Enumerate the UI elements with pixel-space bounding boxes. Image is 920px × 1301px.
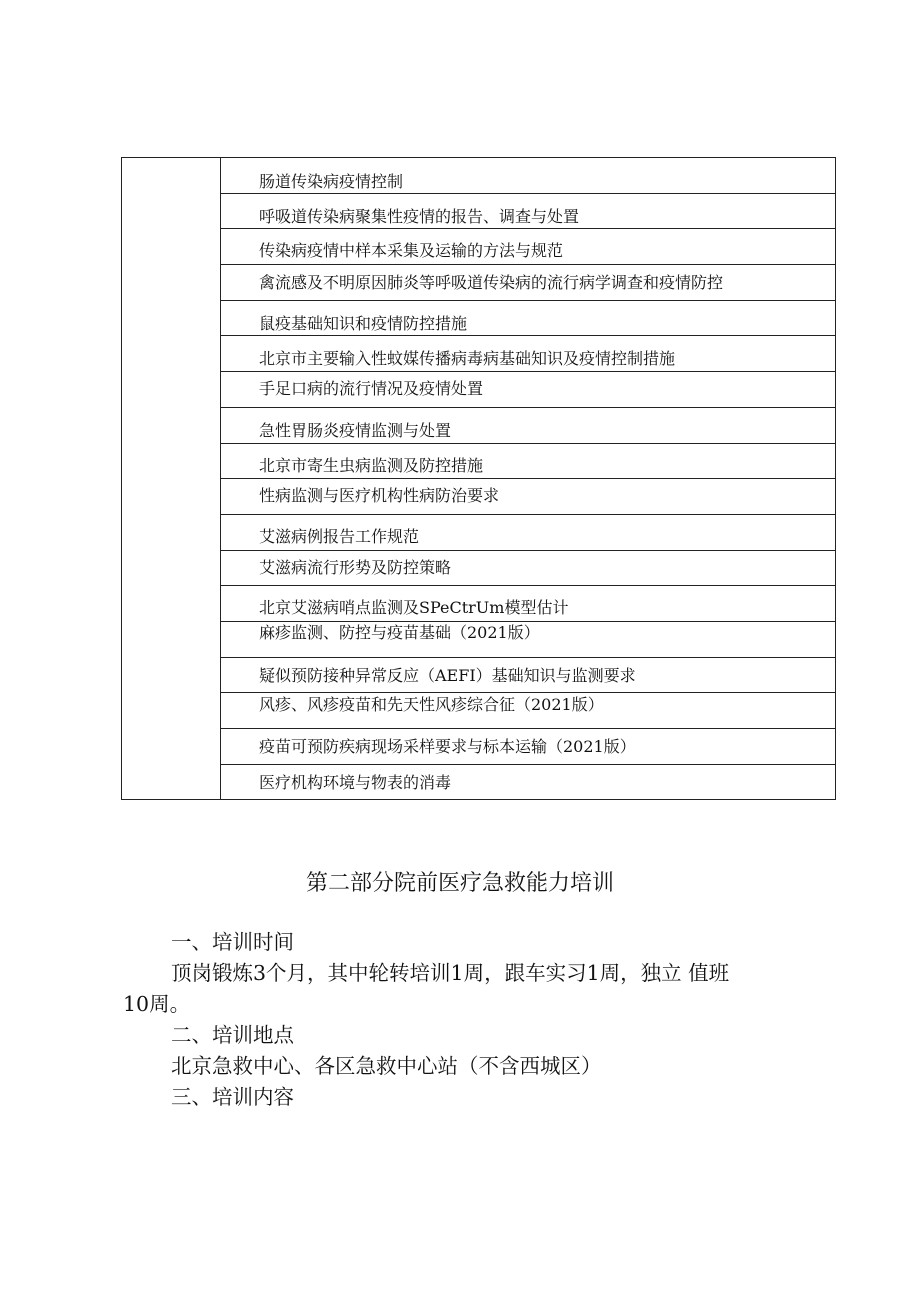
table-row [221, 229, 835, 265]
table-row [221, 408, 835, 444]
table-row [221, 265, 835, 301]
section-title: 第二部分院前医疗急救能力培训 [305, 871, 614, 896]
table-row [221, 586, 835, 622]
course-title: 呼吸道传染病聚集性疫情的报告、调查与处置 [259, 206, 580, 226]
table-category-column [122, 158, 221, 799]
course-title: 传染病疫情中样本采集及运输的方法与规范 [259, 241, 564, 261]
table-row [221, 337, 835, 373]
table-row [221, 622, 835, 658]
table-row [221, 158, 835, 194]
course-title: 北京市主要输入性蚊媒传播病毒病基础知识及疫情控制措施 [259, 348, 676, 368]
paragraph-training-location: 北京急救中心、各区急救中心站（不含西城区） [171, 1054, 602, 1078]
table-row [221, 515, 835, 551]
course-title: 艾滋病流行形势及防控策略 [259, 557, 452, 577]
table-row [221, 444, 835, 480]
table-row [221, 551, 835, 587]
table-row [221, 694, 835, 730]
course-list [221, 158, 835, 799]
course-title: 肠道传染病疫情控制 [259, 172, 404, 191]
course-title: 性病监测与医疗机构性病防治要求 [259, 486, 500, 506]
course-title: 鼠疫基础知识和疫情防控措施 [259, 313, 468, 333]
course-title: 手足口病的流行情况及疫情处置 [259, 379, 484, 399]
course-title: 风疹、风疹疫苗和先天性风疹综合征（2021版） [259, 694, 604, 714]
table-row [221, 372, 835, 408]
course-title: 疫苗可预防疾病现场采样要求与标本运输（2021版） [259, 737, 636, 757]
table-row [221, 479, 835, 515]
table-row [221, 301, 835, 337]
course-title: 医疗机构环境与物表的消毒 [259, 772, 452, 792]
course-title: 疑似预防接种异常反应（AEFI）基础知识与监测要求 [259, 665, 636, 685]
course-title: 艾滋病例报告工作规范 [259, 527, 420, 546]
table-row [221, 194, 835, 230]
course-title: 禽流感及不明原因肺炎等呼吸道传染病的流行病学调查和疫情防控 [259, 273, 724, 293]
table-row [221, 765, 835, 801]
course-title: 北京市寄生虫病监测及防控措施 [259, 455, 484, 475]
paragraph-training-time-line2: 10周。 [123, 992, 191, 1016]
course-title: 急性胃肠炎疫情监测与处置 [259, 420, 452, 440]
table-row [221, 658, 835, 694]
training-course-table [121, 157, 836, 800]
heading-training-location: 二、培训地点 [171, 1023, 294, 1047]
paragraph-training-time-line1: 顶岗锻炼3个月，其中轮转培训1周，跟车实习1周，独立 值班 [171, 961, 730, 985]
course-title: 麻疹监测、防控与疫苗基础（2021版） [259, 623, 540, 643]
table-row [221, 729, 835, 765]
course-title: 北京艾滋病哨点监测及SPeCtrUm模型估计 [259, 598, 569, 618]
heading-training-content: 三、培训内容 [171, 1085, 294, 1109]
heading-training-time: 一、培训时间 [171, 930, 294, 954]
